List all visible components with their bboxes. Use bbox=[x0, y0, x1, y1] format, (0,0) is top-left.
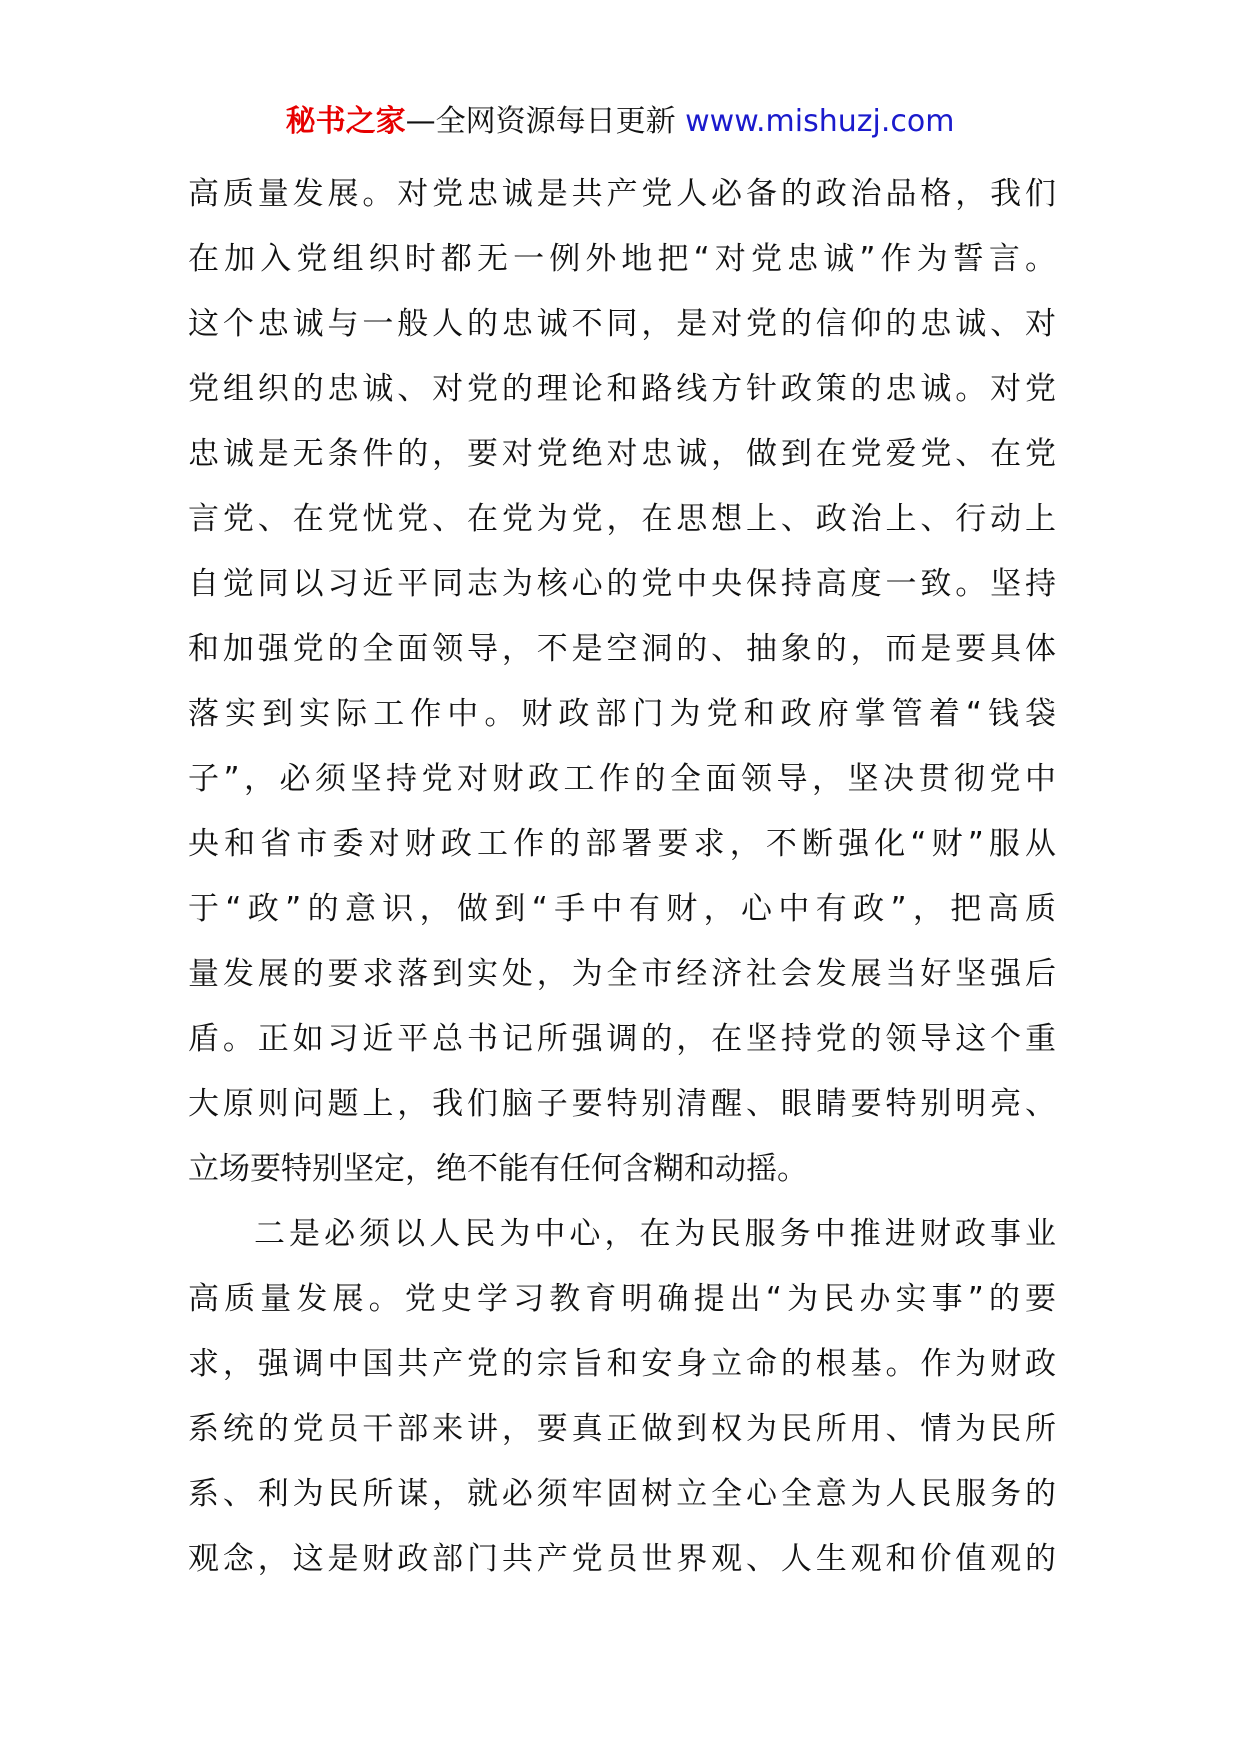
site-header bbox=[0, 100, 1240, 144]
text-line: 和加强党的全面领导，不是空洞的、抽象的，而是要具体 bbox=[188, 631, 1056, 667]
text-line: 子”，必须坚持党对财政工作的全面领导，坚决贯彻党中 bbox=[188, 761, 1056, 797]
text-line: 高质量发展。对党忠诚是共产党人必备的政治品格，我们 bbox=[188, 176, 1056, 212]
paragraph-start-line: 二是必须以人民为中心，在为民服务中推进财政事业 bbox=[254, 1216, 1056, 1252]
site-url-link[interactable]: www.mishuzj.com bbox=[685, 104, 955, 139]
text-line: 高质量发展。党史学习教育明确提出“为民办实事”的要 bbox=[188, 1281, 1056, 1317]
text-line: 言党、在党忧党、在党为党，在思想上、政治上、行动上 bbox=[188, 501, 1056, 537]
text-line: 求，强调中国共产党的宗旨和安身立命的根基。作为财政 bbox=[188, 1346, 1056, 1382]
text-line: 这个忠诚与一般人的忠诚不同，是对党的信仰的忠诚、对 bbox=[188, 306, 1056, 342]
text-line: 大原则问题上，我们脑子要特别清醒、眼睛要特别明亮、 bbox=[188, 1086, 1056, 1122]
text-line: 央和省市委对财政工作的部署要求，不断强化“财”服从 bbox=[188, 826, 1056, 862]
text-line: 党组织的忠诚、对党的理论和路线方针政策的忠诚。对党 bbox=[188, 371, 1056, 407]
site-slogan: —全网资源每日更新 bbox=[405, 104, 676, 139]
text-line: 在加入党组织时都无一例外地把“对党忠诚”作为誓言。 bbox=[188, 241, 1056, 277]
text-line: 落实到实际工作中。财政部门为党和政府掌管着“钱袋 bbox=[188, 696, 1056, 732]
text-line: 观念，这是财政部门共产党员世界观、人生观和价值观的 bbox=[188, 1541, 1056, 1577]
site-brand: 秘书之家 bbox=[285, 104, 406, 139]
text-line: 系、利为民所谋，就必须牢固树立全心全意为人民服务的 bbox=[188, 1476, 1056, 1512]
text-line: 忠诚是无条件的，要对党绝对忠诚，做到在党爱党、在党 bbox=[188, 436, 1056, 472]
text-line: 于“政”的意识，做到“手中有财，心中有政”，把高质 bbox=[188, 891, 1056, 927]
text-line: 自觉同以习近平同志为核心的党中央保持高度一致。坚持 bbox=[188, 566, 1056, 602]
document-body bbox=[188, 162, 1056, 1592]
text-line: 系统的党员干部来讲，要真正做到权为民所用、情为民所 bbox=[188, 1411, 1056, 1447]
text-line: 盾。正如习近平总书记所强调的，在坚持党的领导这个重 bbox=[188, 1021, 1056, 1057]
paragraph-end-line: 立场要特别坚定，绝不能有任何含糊和动摇。 bbox=[188, 1151, 808, 1187]
text-line: 量发展的要求落到实处，为全市经济社会发展当好坚强后 bbox=[188, 956, 1056, 992]
